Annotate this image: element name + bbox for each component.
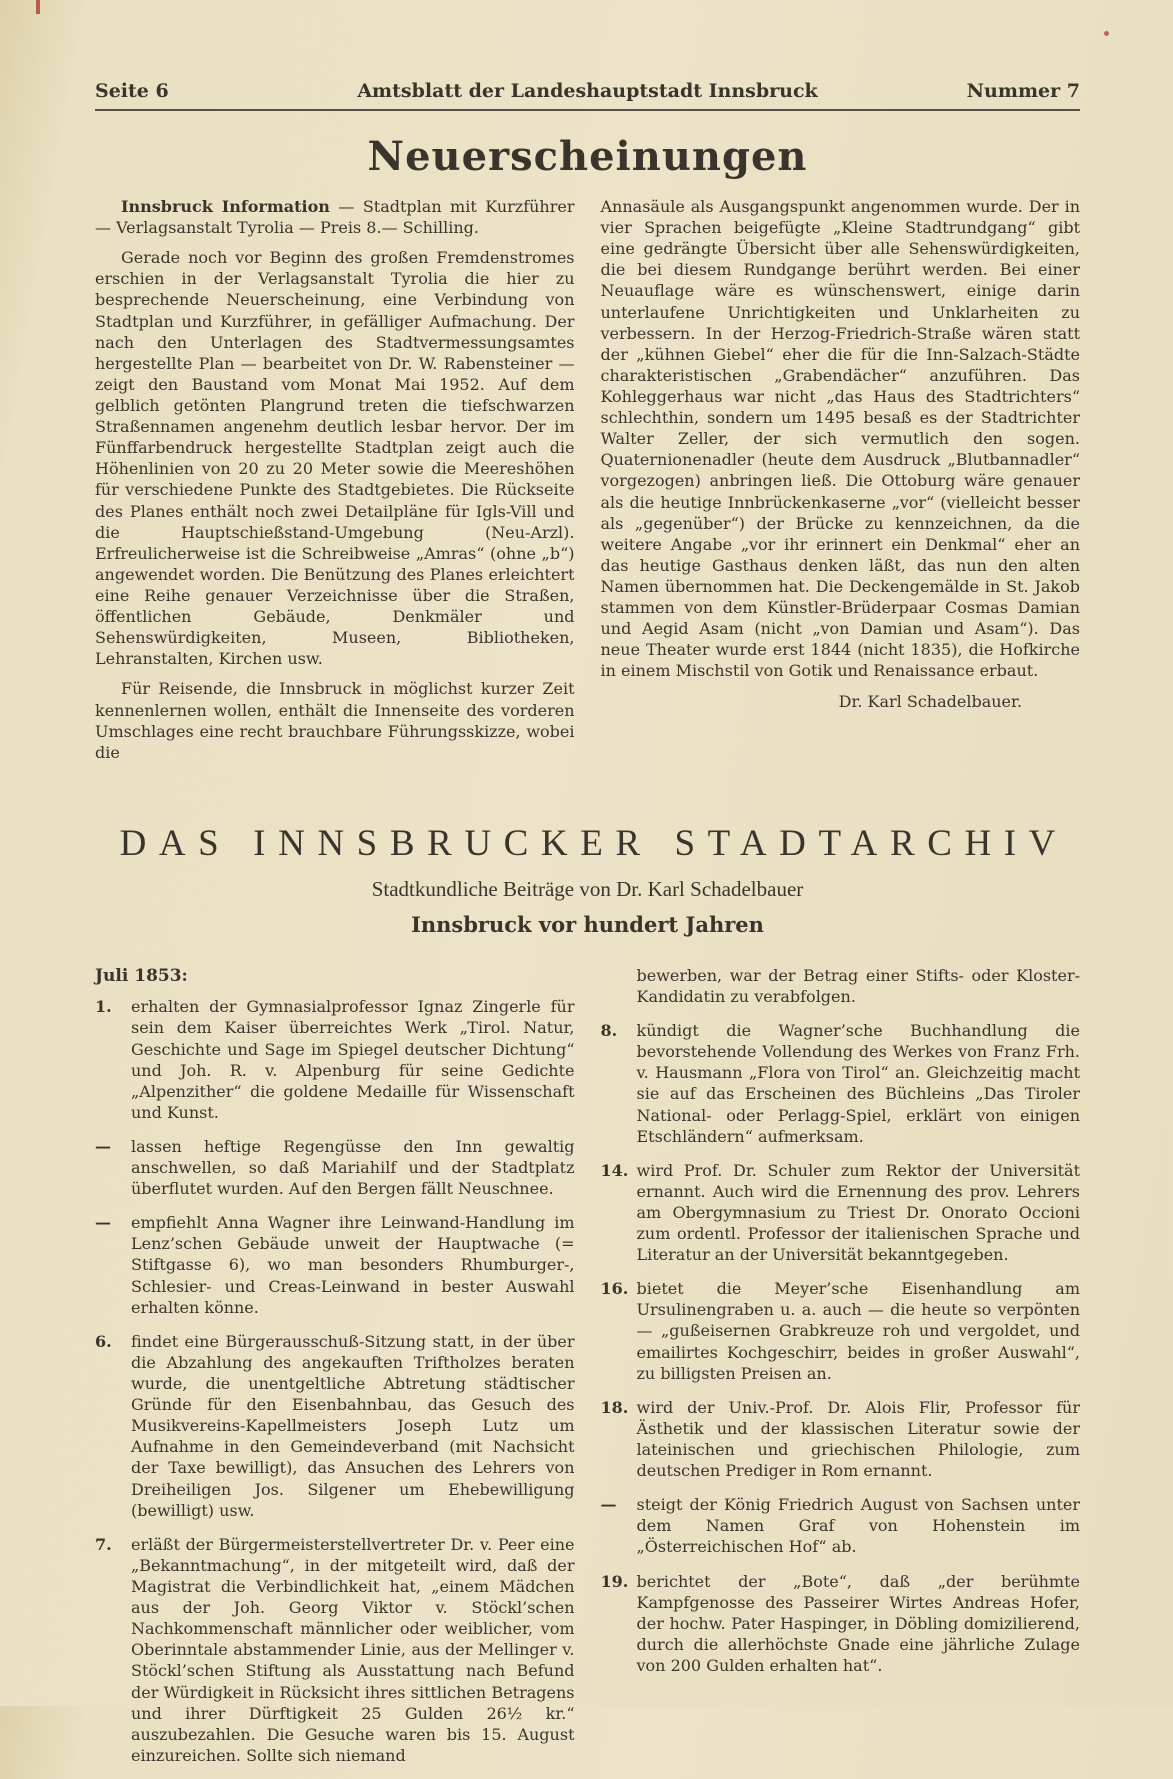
article2-subtitle: Stadtkundliche Beiträge von Dr. Karl Schadelbauer	[371, 876, 804, 901]
header-rule	[95, 109, 1080, 111]
item-marker: —	[95, 1213, 111, 1233]
article2-heading: Innsbruck vor hundert Jahren	[411, 911, 764, 937]
item-text: wird der Univ.-Prof. Dr. Alois Flir, Professor für Ästhetik und der klassischen Literatur sowie der lateinischen und griechischen Philologie, zum deutschen Prediger in Rom ernannt.	[636, 1397, 1080, 1481]
item-text: bewerben, war der Betrag einer Stifts- oder Kloster-Kandidatin zu verabfolgen.	[636, 965, 1080, 1006]
article1-columns	[95, 196, 1080, 772]
list-item	[95, 1212, 575, 1318]
item-text: findet eine Bürgerausschuß-Sitzung statt, in der über die Abzahlung des angekauften Triftholzes beraten wurde, die unentgeltliche Abtretung städtischer Gründe für den Eisenbahnbau, das Gesuch des Musikvereins-Kapellmeisters Joseph Lutz um Aufnahme in den Gemeindeverband (mit Nachsicht der Taxe bewilligt), das Ansuchen des Lehrers von Dreiheiligen Jos. Silgener um Ehebewilligung (bewilligt) usw.	[131, 1331, 575, 1520]
item-marker: 1.	[95, 997, 112, 1017]
article2-title: DAS INNSBRUCKER STADTARCHIV	[119, 822, 1068, 864]
paragraph-text: — Stadtplan mit Kurzführer — Verlagsanstalt Tyrolia — Preis 8.— Schilling.	[95, 197, 575, 238]
list-item	[95, 1331, 575, 1521]
list-item	[601, 1571, 1081, 1677]
item-marker: 7.	[95, 1534, 112, 1554]
paragraph-lead: Innsbruck Information	[121, 197, 330, 216]
article1-left-column	[95, 196, 575, 772]
item-marker: 19.	[600, 1571, 629, 1591]
paragraph: Annasäule als Ausgangspunkt angenommen wurde. Der in vier Sprachen beigefügte „Kleine Stadtrundgang“ gibt eine gedrängte Übersicht über alle Sehenswürdigkeiten, die bei diesem Rundgange berührt werden. Bei einer Neuauflage wäre es wünschenswert, einige darin unterlaufene Unrichtigkeiten und Unklarheiten zu verbessern. In der Herzog-Friedrich-Straße wären statt der „kühnen Giebel“ eher die für die Inn-Salzach-Städte charakteristischen „Grabendächer“ anzuführen. Das Kohleggerhaus war nicht „das Haus des Stadtrichters“ schlechthin, sondern um 1495 besaß es der Stadtrichter Walter Zeller, der sich vermutlich den sogen. Quaternionenadler (heute dem Ausdruck „Blutbannadler“ vorgezogen) anbringen ließ. Die Ottoburg wäre genauer als die heutige Innbrückenkaserne „vor“ (vielleicht besser als „gegenüber“) der Brücke zu kennzeichnen, da die weitere Angabe „vor ihr erinnert ein Denkmal“ eher an das heutige Gasthaus denken läßt, das nun den alten Namen übernommen hat. Die Deckengemälde in St. Jakob stammen von dem Künstler-Brüderpaar Cosmas Damian und Aegid Asam (nicht „von Damian und Asam“). Das neue Theater wurde erst 1844 (nicht 1835), die Hofkirche in einem Mischstil von Gotik und Renaissance erbaut.	[600, 197, 1080, 681]
item-text: steigt der König Friedrich August von Sachsen unter dem Namen Graf von Hohenstein im „Österreichischen Hof“ ab.	[636, 1495, 1080, 1557]
item-marker: —	[95, 1136, 111, 1156]
scan-artifact-red-line	[36, 0, 40, 14]
article2-right-column	[601, 965, 1081, 1779]
list-item	[601, 1278, 1081, 1384]
newspaper-title: Amtsblatt der Landeshauptstadt Innsbruck	[357, 80, 818, 102]
date-lead: Juli 1853:	[95, 965, 188, 986]
article1-signature: Dr. Karl Schadelbauer.	[838, 691, 1022, 711]
item-marker	[601, 965, 637, 1007]
item-text: kündigt die Wagner’sche Buchhandlung die bevorstehende Vollendung des Werkes von Franz Frh. v. Hausmann „Flora von Tirol“ an. Gleichzeitig macht sie auf das Erscheinen des Büchleins „Das Tiroler National- oder Perlagg-Spiel, erklärt von einigen Etschländern“ aufmerksam.	[636, 1021, 1080, 1146]
item-marker: 16.	[600, 1279, 629, 1299]
item-marker: 18.	[600, 1397, 629, 1417]
list-item	[95, 1136, 575, 1199]
article1-title: Neuerscheinungen	[367, 133, 808, 180]
article1-right-column	[601, 196, 1081, 772]
issue-number: Nummer 7	[966, 80, 1080, 102]
item-text: erhalten der Gymnasialprofessor Ignaz Zingerle für sein dem Kaiser überreichtes Werk „Tirol. Natur, Geschichte und Sage im Spiegel deutscher Dichtung“ und Joh. R. v. Alpenburg für seine Gedichte „Alpenzither“ die goldene Medaille für Wissenschaft und Kunst.	[131, 997, 575, 1122]
paragraph	[95, 196, 575, 238]
list-item	[601, 965, 1081, 1007]
item-text: berichtet der „Bote“, daß „der berühmte Kampfgenosse des Passeirer Wirtes Andreas Hofer, der hochw. Pater Haspinger, in Döbling domizilierend, durch die allerhöchste Gnade eine jährliche Zulage von 200 Gulden erhalten hat“.	[636, 1571, 1080, 1676]
list-item	[601, 1160, 1081, 1266]
item-text: lassen heftige Regengüsse den Inn gewaltig anschwellen, so daß Mariahilf und der Stadtplatz überflutet wurden. Auf den Bergen fällt Neuschnee.	[131, 1136, 575, 1199]
item-text: bietet die Meyer’sche Eisenhandlung am Ursulinengraben u. a. auch — die heute so verpönten — „gußeisernen Grabkreuze roh und vergoldet, und emailirtes Kochgeschirr, beides in großer Auswahl“, zu billigsten Preisen an.	[636, 1279, 1080, 1383]
item-marker: 14.	[600, 1160, 629, 1180]
paragraph: Gerade noch vor Beginn des großen Fremdenstromes erschien in der Verlagsanstalt Tyrolia die hier zu besprechende Neuerscheinung, eine Verbindung von Stadtplan und Kurzführer, in gefälliger Aufmachung. Der nach den Unterlagen des Stadtvermessungsamtes hergestellte Plan — bearbeitet von Dr. W. Rabensteiner — zeigt den Baustand vom Monat Mai 1952. Auf dem gelblich getönten Plangrund treten die tiefschwarzen Straßennamen angenehm deutlich lesbar hervor. Der im Fünffarbendruck hergestellte Stadtplan zeigt auch die Höhenlinien von 20 zu 20 Meter sowie die Meereshöhen für verschiedene Punkte des Stadtgebietes. Die Rückseite des Planes enthält noch zwei Detailpläne für Igls-Vill und die Hauptschießstand-Umgebung (Neu-Arzl). Erfreulicherweise ist die Schreibweise „Amras“ (ohne „b“) angewendet worden. Die Benützung des Planes erleichtert eine Reihe genauer Verzeichnisse über die Straßen, öffentlichen Gebäude, Denkmäler und Sehenswürdigkeiten, Museen, Bibliotheken, Lehranstalten, Kirchen usw.	[95, 248, 575, 669]
item-text: erläßt der Bürgermeisterstellvertreter Dr. v. Peer eine „Bekanntmachung“, in der mitgeteilt wird, daß der Magistrat die Verbindlichkeit hat, „einem Mädchen aus der Joh. Georg Viktor v. Stöckl’schen Nachkommenschaft männlicher oder weiblicher, vom Oberinntale abstammender Linie, aus der Mellinger v. Stöckl’schen Stiftung als Ausstattung nach Befund der Würdigkeit in Rücksicht ihres sittlichen Betragens und ihrer Dürftigkeit 25 Gulden 26½ kr.“ auszubezahlen. Die Gesuche waren bis 15. August einzureichen. Sollte sich niemand	[131, 1534, 575, 1765]
list-item	[95, 996, 575, 1123]
article2-left-column	[95, 965, 575, 1779]
item-marker: 8.	[600, 1021, 618, 1041]
list-item	[601, 1397, 1081, 1481]
list-item	[601, 1494, 1081, 1557]
list-item	[95, 1534, 575, 1766]
page-number: Seite 6	[95, 80, 169, 102]
item-marker: 6.	[95, 1331, 112, 1351]
paragraph: Für Reisende, die Innsbruck in möglichst kurzer Zeit kennenlernen wollen, enthält die Innenseite des vorderen Umschlages eine recht brauchbare Führungsskizze, wobei die	[95, 679, 575, 762]
item-text: empfiehlt Anna Wagner ihre Leinwand-Handlung im Lenz’schen Gebäude unweit der Hauptwache (= Stiftgasse 6), wo man besonders Rhumburger-, Schlesier- und Creas-Leinwand in bester Auswahl erhalten könne.	[131, 1213, 575, 1317]
item-marker: —	[600, 1495, 617, 1515]
page-header	[95, 80, 1080, 102]
article2-columns	[95, 965, 1080, 1779]
scan-artifact-red-dot	[1104, 31, 1109, 36]
list-item	[601, 1020, 1081, 1147]
item-text: wird Prof. Dr. Schuler zum Rektor der Universität ernannt. Auch wird die Ernennung des prov. Lehrers am Obergymnasium zu Triest Dr. Onorato Occioni zum ordentl. Professor der italienischen Sprache und Literatur an der Universität bekanntgegeben.	[636, 1160, 1080, 1265]
